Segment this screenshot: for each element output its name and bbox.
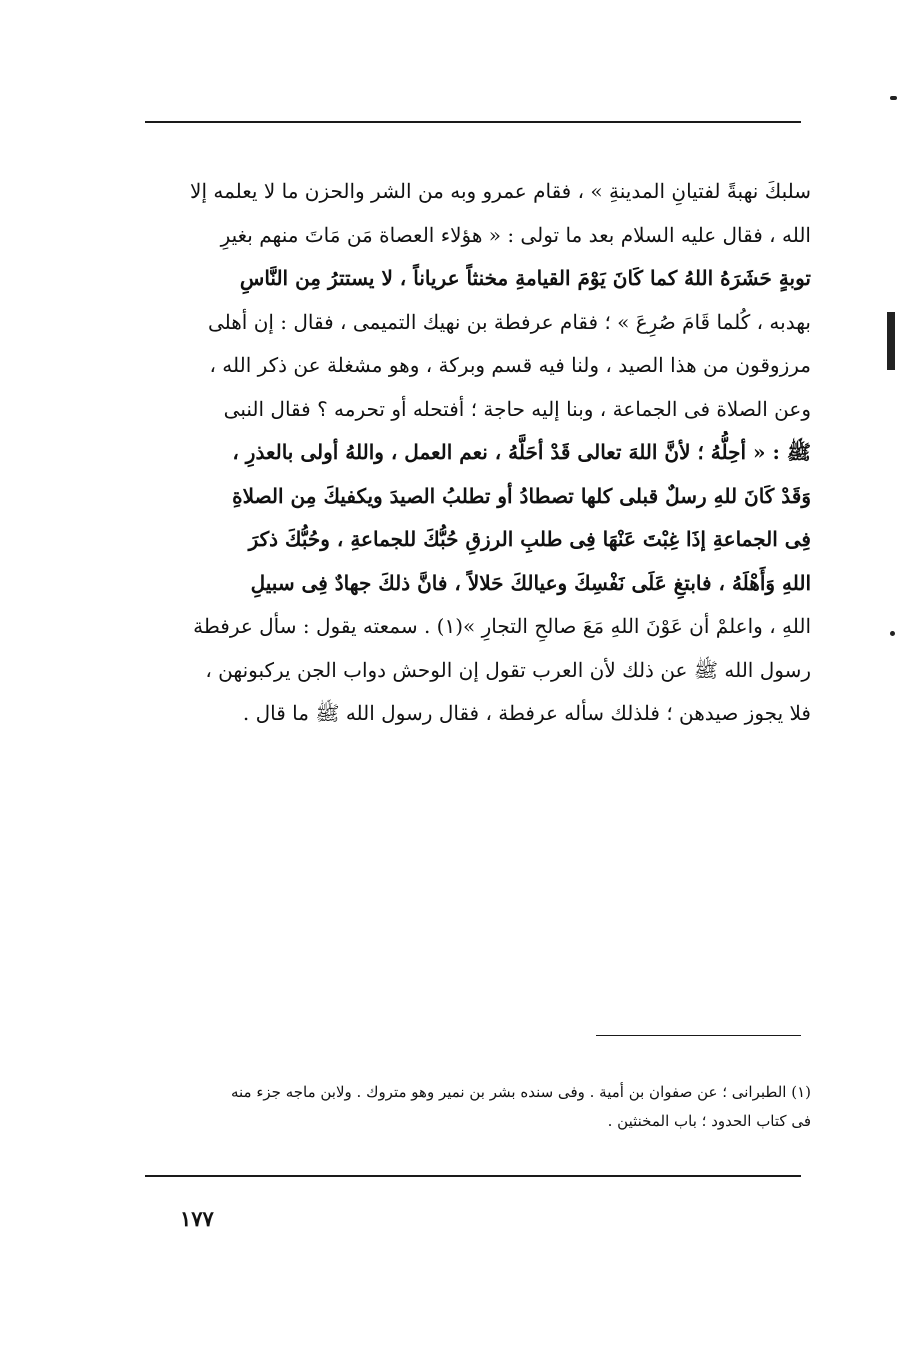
text-line: رسول الله ﷺ عن ذلك لأن العرب تقول إن الوحش دواب الجن يركبونهن ، (205, 657, 811, 682)
text-line: فلا يجوز صيدهن ؛ فلذلك سأله عرفطة ، فقال رسول الله ﷺ ما قال . (242, 701, 811, 725)
text-line: اللهِ وَأَهْلَهُ ، فابتغِ عَلَى نَفْسِكَ وعيالكَ حَلالاً ، فانَّ ذلكَ جهادٌ فِى سبيلِ (250, 570, 811, 595)
page-number: ١٧٧ (180, 1206, 214, 1231)
footnote-line: فى كتاب الحدود ؛ باب المخنثين . (607, 1112, 811, 1130)
footnote-separator (596, 1035, 801, 1036)
scan-edge-mark (887, 312, 895, 370)
footnote-line: (١) الطبرانى ؛ عن صفوان بن أمية . وفى سنده بشر بن نمير وهو متروك . ولابن ماجه جزء منه (230, 1083, 811, 1101)
text-line: مرزوقون من هذا الصيد ، ولنا فيه قسم وبركة ، وهو مشغلة عن ذكر الله ، (209, 353, 811, 377)
header-rule (145, 121, 801, 123)
text-line: فِى الجماعةِ إذَا غِبْتَ عَنْهَا فِى طلبِ الرزقِ حُبُّكَ للجماعةِ ، وحُبُّكَ ذكرَ (248, 527, 811, 551)
text-line: سلبكَ نهبةً لفتيانِ المدينةِ » ، فقام عمرو وبه من الشر والحزن ما لا يعلمه إلا (190, 179, 811, 203)
text-line: اللهِ ، واعلمْ أن عَوْنَ اللهِ مَعَ صالحِ التجارِ »(١) . سمعته يقول : سأل عرفطة (193, 614, 811, 638)
scan-edge-mark (890, 96, 897, 100)
scan-edge-mark (890, 631, 895, 636)
main-text-block (135, 170, 811, 736)
text-line: الله ، فقال عليه السلام بعد ما تولى : « هؤلاء العصاة مَن مَاتَ منهم بغيرِ (220, 222, 811, 247)
text-line: وعن الصلاة فى الجماعة ، وبنا إليه حاجة ؛ أفتحله أو تحرمه ؟ فقال النبى (223, 396, 811, 421)
text-line: وَقَدْ كَانَ للهِ رسلٌ قبلى كلها تصطادُ أو تطلبُ الصيدَ ويكفيكَ مِن الصلاةِ (232, 483, 811, 508)
text-line: ﷺ : « أحِلُّهُ ؛ لأنَّ اللهَ تعالى قَدْ أحَلَّهُ ، نعم العمل ، واللهُ أولى بالعذرِ ، (232, 440, 811, 464)
text-line: توبةٍ حَشَرَهُ اللهُ كما كَانَ يَوْمَ القيامةِ مخنثاً عرياناً ، لا يستترُ مِن النَّاسِ (239, 266, 811, 290)
text-line: بهدبه ، كُلما قَامَ صُرِعَ » ؛ فقام عرفطة بن نهيك التميمى ، فقال : إن أهلى (207, 309, 811, 334)
footer-rule (145, 1175, 801, 1177)
footnote-block (135, 1078, 811, 1136)
